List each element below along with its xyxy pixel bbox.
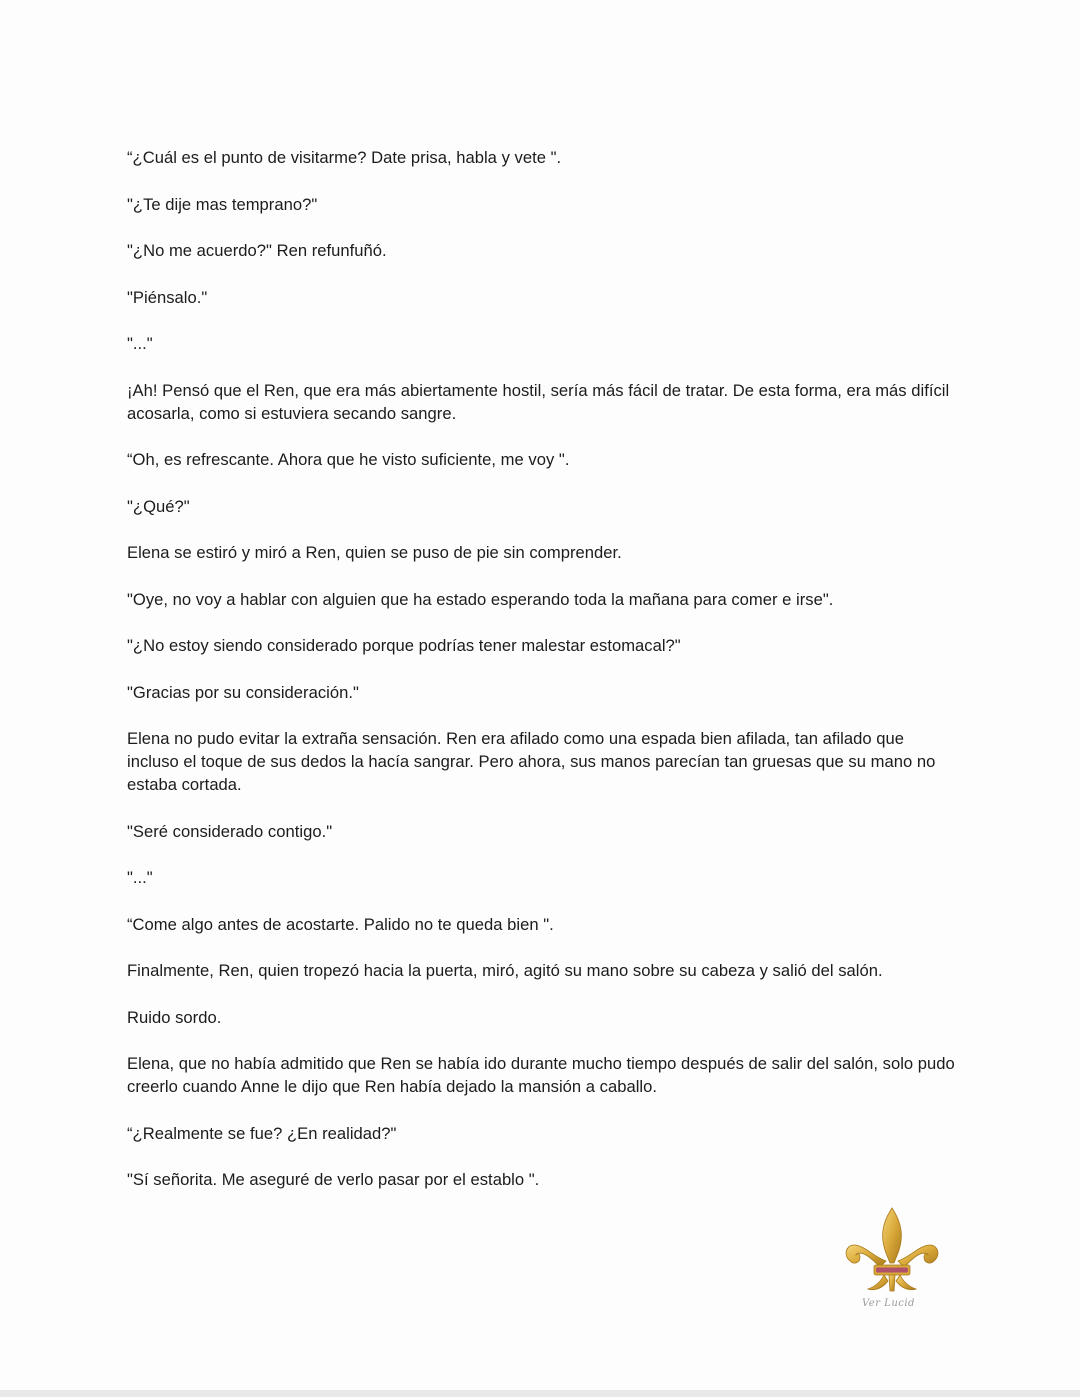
paragraph: "Seré considerado contigo."	[127, 821, 333, 841]
paragraph: "..."	[127, 334, 153, 353]
paragraph: Ruido sordo.	[127, 1007, 222, 1027]
logo-signature: Ver Lucid	[862, 1298, 915, 1309]
page-bottom-edge	[0, 1390, 1080, 1397]
watermark-logo	[844, 1205, 944, 1320]
paragraph: “¿Cuál es el punto de visitarme? Date prisa, habla y vete ".	[127, 148, 562, 167]
paragraph: “Come algo antes de acostarte. Palido no te queda bien ".	[127, 914, 554, 934]
paragraph: "Sí señorita. Me aseguré de verlo pasar por el establo ".	[127, 1170, 540, 1189]
paragraph: "¿Te dije mas temprano?"	[127, 194, 318, 214]
fleur-de-lis-icon	[844, 1205, 944, 1300]
paragraph: Elena, que no había admitido que Ren se había ido durante mucho tiempo después de salir del salón, solo pudo creerlo cuando Anne le dijo que Ren había dejado la mansión a caballo.	[127, 1054, 955, 1096]
paragraph: "Oye, no voy a hablar con alguien que ha estado esperando toda la mañana para comer e irse".	[127, 589, 834, 609]
paragraph: ¡Ah! Pensó que el Ren, que era más abiertamente hostil, sería más fácil de tratar. De esta forma, era más difícil acosarla, como si estuviera secando sangre.	[127, 380, 950, 423]
paragraph: "¿Qué?"	[127, 496, 190, 516]
paragraph: Elena no pudo evitar la extraña sensación. Ren era afilado como una espada bien afilada, tan afilado que incluso el toque de sus dedos la hacía sangrar. Pero ahora, sus manos parecían tan gruesas que su mano no estaba cortada.	[127, 729, 936, 794]
paragraph: "¿No me acuerdo?" Ren refunfuñó.	[127, 241, 387, 260]
paragraph: Elena se estiró y miró a Ren, quien se puso de pie sin comprender.	[127, 543, 622, 562]
story-text	[127, 146, 957, 1215]
paragraph: "..."	[127, 868, 153, 887]
paragraph: Finalmente, Ren, quien tropezó hacia la puerta, miró, agitó su mano sobre su cabeza y salió del salón.	[127, 961, 883, 980]
paragraph: "¿No estoy siendo considerado porque podrías tener malestar estomacal?"	[127, 636, 681, 655]
paragraph: “¿Realmente se fue? ¿En realidad?"	[127, 1123, 397, 1143]
paragraph: "Piénsalo."	[127, 287, 208, 307]
paragraph: "Gracias por su consideración."	[127, 682, 359, 702]
paragraph: “Oh, es refrescante. Ahora que he visto suficiente, me voy ".	[127, 450, 570, 469]
